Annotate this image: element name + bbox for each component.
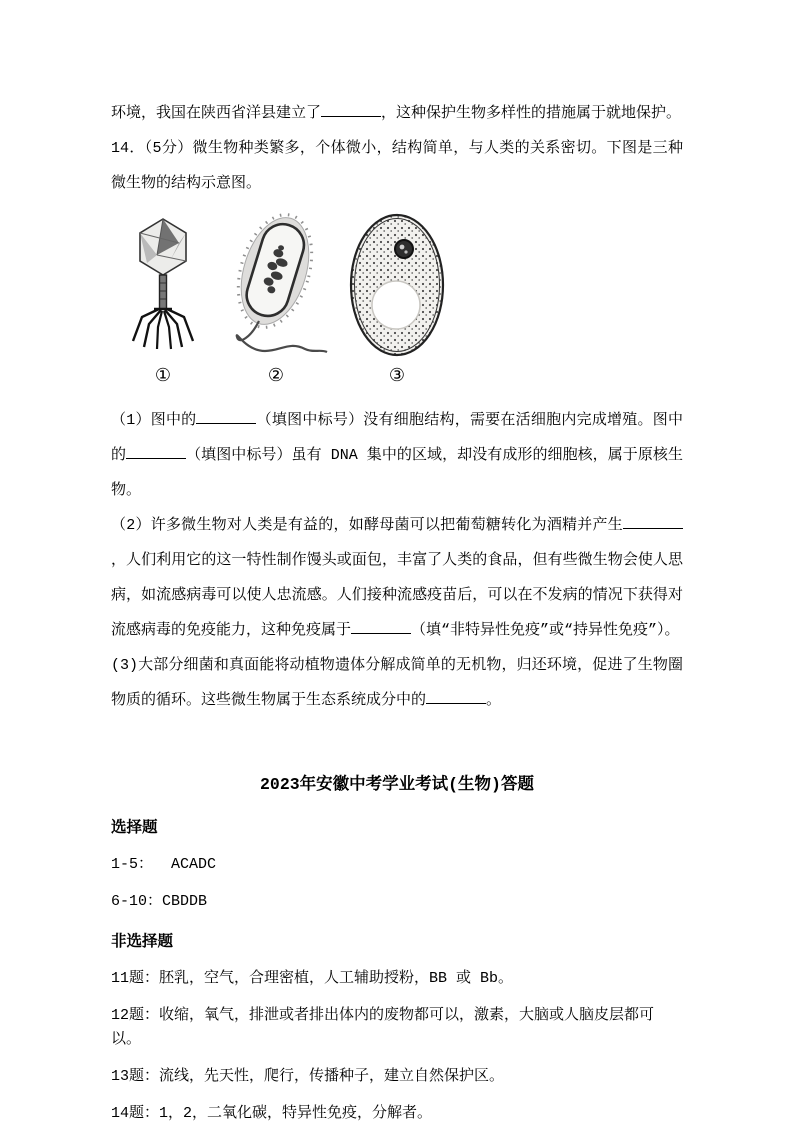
text-segment: （2）许多微生物对人类是有益的，如酵母菌可以把葡萄糖转化为酒精并产生 bbox=[111, 517, 623, 534]
text-segment: 14．（5分）微生物种类繁多，个体微小，结构简单，与人类的关系密切。下图是三种微生物的结构示意图。 bbox=[111, 140, 683, 192]
answer-line-1-5: 1-5： ACADC bbox=[111, 856, 217, 873]
nucleus bbox=[395, 240, 413, 258]
answer-key-title: 2023年安徽中考学业考试(生物)答题 bbox=[260, 775, 534, 794]
answer-blank bbox=[196, 408, 256, 424]
answer-blank bbox=[351, 618, 411, 634]
answer-blank bbox=[426, 688, 486, 704]
text-segment: （1）图中的 bbox=[111, 412, 197, 429]
answer-blank bbox=[623, 513, 683, 529]
text-segment: （填“非特异性免疫”或“持异性免疫”）。 bbox=[411, 622, 680, 639]
answer-line-q12: 12题：收缩，氧气，排泄或者排出体内的废物都可以，激素，大脑或人脑皮层都可以。 bbox=[111, 1007, 655, 1048]
text-segment: （填图中标号）没有细胞结构，需要在活细胞内完成增殖。图中的 bbox=[111, 412, 683, 464]
vacuole bbox=[372, 281, 420, 329]
microorganism-illustrations bbox=[113, 205, 473, 361]
question13-continuation bbox=[111, 96, 683, 131]
text-segment: (3)大部分细菌和真面能将动植物遗体分解成简单的无机物，归还环境，促进了生物圈物质的循环。这些微生物属于生态系统成分中的 bbox=[111, 657, 683, 709]
text-segment: ，这种保护生物多样性的措施属于就地保护。 bbox=[381, 105, 682, 122]
answer-line-q11: 11题：胚乳，空气，合理密植，人工辅助授粉，BB 或 Bb。 bbox=[111, 970, 514, 987]
answer-blank bbox=[126, 443, 186, 459]
question14-intro bbox=[111, 131, 683, 201]
yeast-cell-illustration bbox=[351, 215, 443, 355]
question14-part3 bbox=[111, 648, 683, 718]
answer-blank bbox=[321, 101, 381, 117]
text-segment: ，人们利用它的这一特性制作馒头或面包，丰富了人类的食品，但有些微生物会使人思病，如流感病毒可以使人忠流感。人们接种流感疫苗后，可以在不发病的情况下获得对流感病毒的免疫能力，这种免疫属于 bbox=[111, 552, 683, 639]
bacterium-illustration bbox=[226, 206, 327, 352]
answer-line-6-10: 6-10：CBDDB bbox=[111, 893, 208, 910]
figure-label-3: ③ bbox=[388, 365, 406, 386]
flagellum bbox=[237, 321, 327, 352]
question14-part2 bbox=[111, 508, 683, 648]
text-segment: 环境，我国在陕西省洋县建立了 bbox=[111, 105, 322, 122]
answer-line-q14: 14题：1，2，二氧化碳，特异性免疫，分解者。 bbox=[111, 1105, 433, 1122]
question14-part1 bbox=[111, 403, 683, 508]
text-segment: （填图中标号）虽有 DNA 集中的区域，却没有成形的细胞核，属于原核生物。 bbox=[111, 447, 683, 499]
figure-label-1: ① bbox=[154, 365, 172, 386]
non-choice-section-heading: 非选择题 bbox=[111, 933, 174, 951]
figure-label-2: ② bbox=[267, 365, 285, 386]
microorganism-figure bbox=[113, 205, 473, 397]
bacteriophage-illustration bbox=[133, 219, 193, 349]
answer-line-q13: 13题：流线，先天性，爬行，传播种子，建立自然保护区。 bbox=[111, 1068, 505, 1085]
text-segment: 。 bbox=[486, 692, 502, 709]
choice-section-heading: 选择题 bbox=[111, 819, 158, 837]
